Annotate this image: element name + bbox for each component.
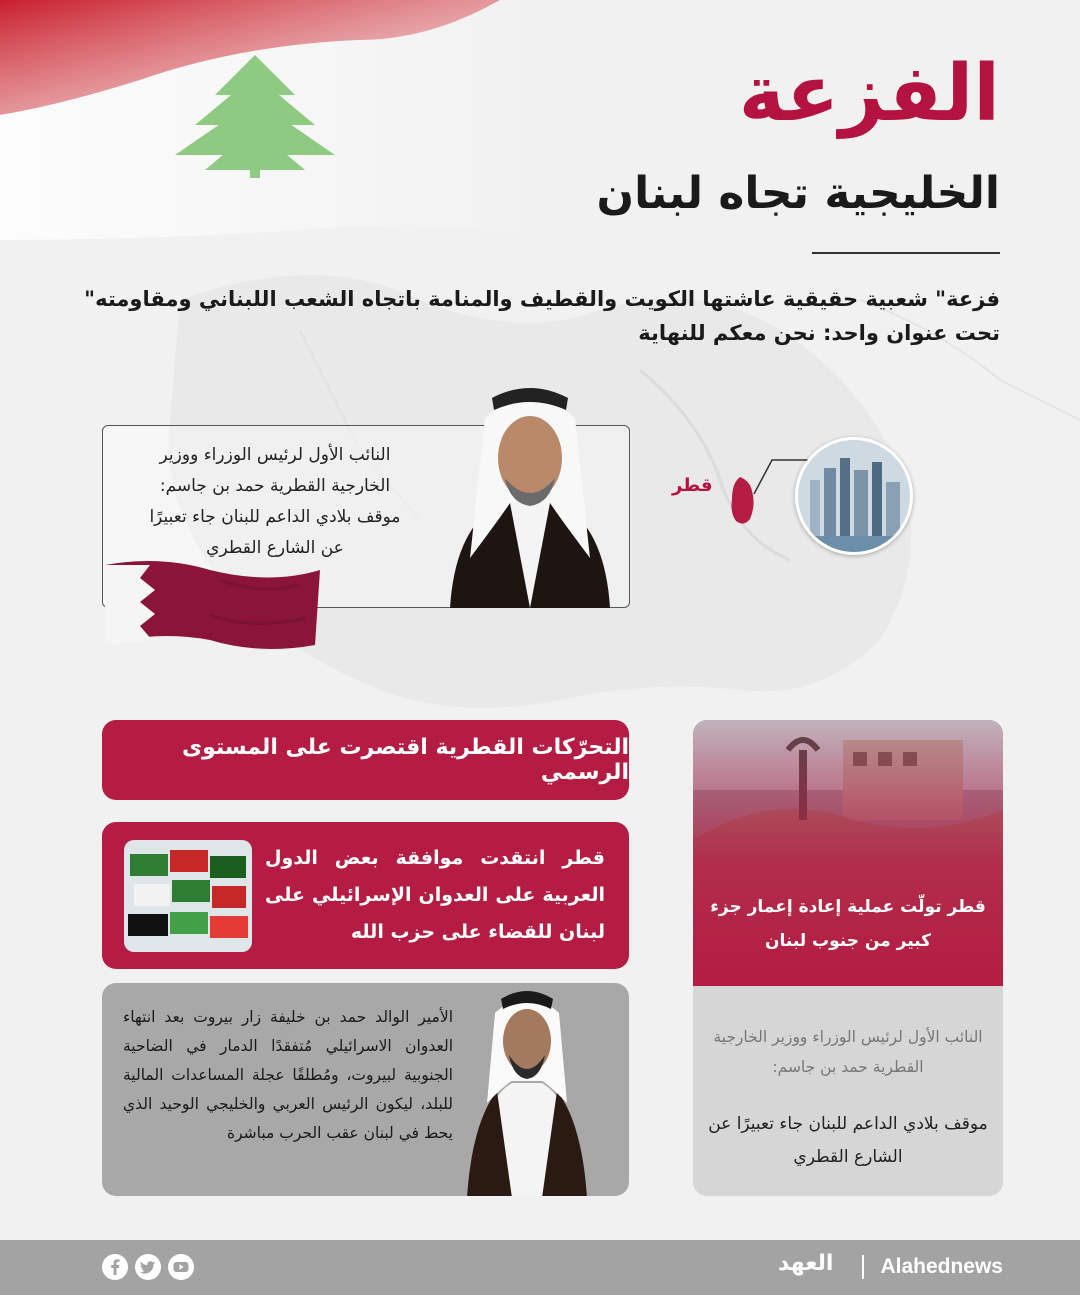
arab-flags-photo [124,840,252,952]
quote-line-2: الخارجية القطرية حمد بن جاسم: [159,476,391,496]
minister-portrait [430,358,630,608]
brand-separator [862,1255,864,1279]
intro-line-1: فزعة" شعبية حقيقية عاشتها الكويت والقطيف والمنامة باتجاه الشعب اللبناني ومقاومته" [84,287,1000,311]
reconstruction-text: قطر تولّت عملية إعادة إعمار جزء كبير من جنوب لبنان [710,897,986,951]
intro-text [70,282,1000,350]
criticism-card [102,822,629,969]
qatar-flag-graphic [100,560,325,655]
youtube-icon[interactable] [168,1254,194,1280]
intro-line-2: تحت عنوان واحد: نحن معكم للنهاية [638,321,1000,345]
criticism-text: قطر انتقدت موافقة بعض الدول العربية على العدوان الإسرائيلي على لبنان للقضاء على حزب الله [265,847,605,943]
title-divider [812,252,1000,254]
minister-quote [120,440,430,564]
quote-line-1: النائب الأول لرئيس الوزراء ووزير [159,445,391,465]
twitter-icon[interactable] [135,1254,161,1280]
lebanon-flag-graphic [0,0,520,250]
quote-line-4: عن الشارع القطري [206,538,344,558]
emir-visit-card [102,983,629,1196]
qatar-map-label: قطر [672,475,713,496]
official-moves-text: التحرّكات القطرية اقتصرت على المستوى الرسمي [181,735,629,785]
brand-name-en[interactable]: Alahednews [880,1255,1003,1278]
facebook-icon[interactable] [102,1254,128,1280]
emir-portrait [457,983,597,1196]
page-subtitle: الخليجية تجاه لبنان [596,168,1000,219]
doha-skyline-photo [795,437,913,555]
quote-line-3: موقف بلادي الداعم للبنان جاء تعبيرًا [149,507,401,527]
minister-title-text: النائب الأول لرئيس الوزراء ووزير الخارجية القطرية حمد بن جاسم: [713,1028,983,1076]
page-title: الفزعة [738,49,1000,139]
brand-logo-ar[interactable]: العهد [778,1251,834,1276]
footer-bar [0,1240,1080,1295]
minister-quote-text: موقف بلادي الداعم للبنان جاء تعبيرًا عن الشارع القطري [708,1114,988,1167]
reconstruction-card [693,720,1003,1196]
emir-visit-text: الأمير الوالد حمد بن خليفة زار بيروت بعد انتهاء العدوان الاسرائيلي مُتفقدًا الدمار في الضاحية الجنوبية لبيروت، ومُطلقًا عجلة المساعدات المالية للبلد، ليكون الرئيس العربي والخليجي الوحيد الذي يحط في لبنان عقب الحرب مباشرة [123,1008,453,1142]
official-moves-banner [102,720,629,800]
